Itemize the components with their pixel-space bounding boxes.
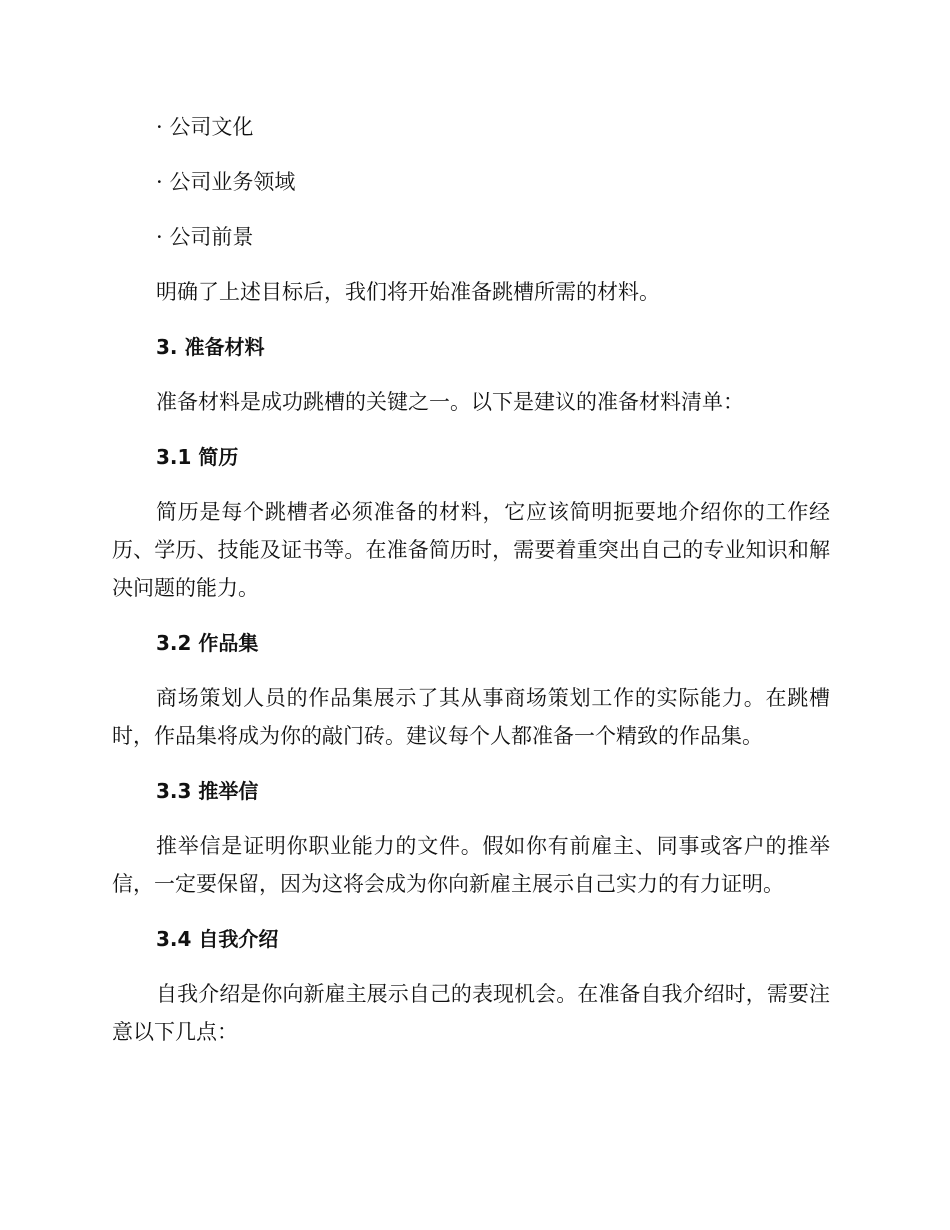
paragraph-self-introduction: 自我介绍是你向新雇主展示自己的表现机会。在准备自我介绍时，需要注意以下几点： bbox=[112, 982, 830, 1044]
section-heading-3-4: 3.4 自我介绍 bbox=[156, 927, 279, 951]
paragraph-portfolio: 商场策划人员的作品集展示了其从事商场策划工作的实际能力。在跳槽时，作品集将成为你的敲门砖。建议每个人都准备一个精致的作品集。 bbox=[112, 686, 830, 748]
section-heading-3-2: 3.2 作品集 bbox=[156, 631, 259, 655]
bullet-business-domain: · 公司业务领域 bbox=[156, 170, 296, 194]
section-heading-3: 3. 准备材料 bbox=[156, 335, 265, 359]
paragraph-resume: 简历是每个跳槽者必须准备的材料，它应该简明扼要地介绍你的工作经历、学历、技能及证书等。在准备简历时，需要着重突出自己的专业知识和解决问题的能力。 bbox=[112, 500, 830, 600]
section-heading-3-1: 3.1 简历 bbox=[156, 445, 239, 469]
section-heading-3-3: 3.3 推举信 bbox=[156, 779, 259, 803]
paragraph-after-goals: 明确了上述目标后，我们将开始准备跳槽所需的材料。 bbox=[156, 280, 660, 304]
paragraph-recommendation-letter: 推举信是证明你职业能力的文件。假如你有前雇主、同事或客户的推举信，一定要保留，因为这将会成为你向新雇主展示自己实力的有力证明。 bbox=[112, 834, 830, 896]
document-body bbox=[112, 108, 830, 1068]
bullet-company-culture: · 公司文化 bbox=[156, 115, 254, 139]
bullet-company-prospects: · 公司前景 bbox=[156, 225, 254, 249]
paragraph-materials-intro: 准备材料是成功跳槽的关键之一。以下是建议的准备材料清单： bbox=[156, 390, 744, 414]
